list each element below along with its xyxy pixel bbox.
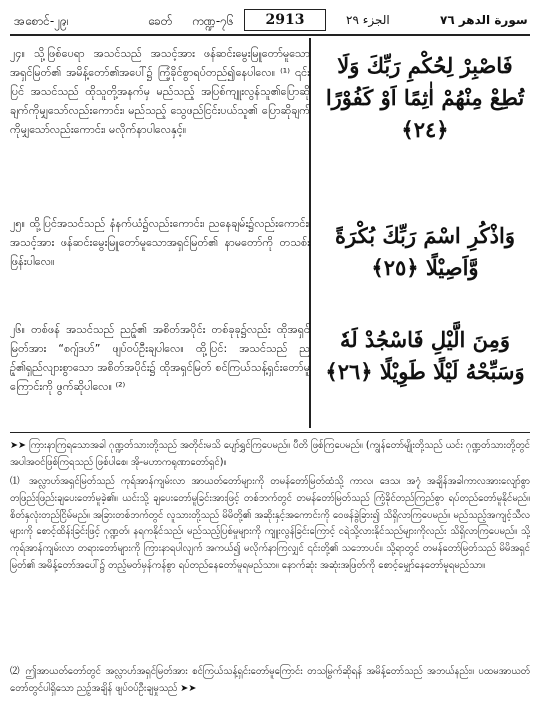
footnote-continuation: ➤➤ ကြားနာကြရသောအခါ ဂုဏ္ဍတ်သားတို့သည် အတိုင်းမသိ ပျော်ရွှင်ကြပေမည်။ ပီတိ ဖြစ်ကြပေမည်။ (ကျွန်တော်မျိုးတို့သည် ယင်း ဂုဏ္ဍတ်သားတို့တွင် အပါအဝင်ဖြစ်ကြရသည် ဖြစ်ပါစေ၊ အို-မဟာကရုဏာတော်ရှင်)။: [10, 440, 530, 468]
verse-arabic: فَاصْبِرْ لِحُكْمِ رَبِّكَ وَلَا تُطِعْ مِنْهُمْ اٰثِمًا اَوْ كَفُوْرًا ﴿٢٤﴾: [325, 53, 525, 142]
footnote-1: ⑴ အလ္လာဟ်အရှင်မြတ်သည် ကုရ်အာန်ကျမ်းလာ အာယတ်တော်များကို တမန်တော်မြတ်ထံသို့ ကာလ၊ ဒေသ၊ အ၇ုံ အချိန်အခါကာလအားလျော်စွာ တဖြည်းဖြည်းချပေးတော်မူခဲ့၏။ ယင်းသို့ ချပေးတော်မူခြင်းအားဖြင့် တစ်ဘက်တွင် တမန်တော်မြတ်သည် ကြံ့ခိုင်တည်ကြည်စွာ ရပ်တည်တော်မူနိုင်မည်။ စိတ်နှလုံးတည်ငြိမ်မည်။ အခြားတစ်ဘက်တွင် လူသားတို့သည် မိမိတို့၏ အဆိုးနှင့်အကောင်းကို ဝေဖန်ခွဲခြား၍ သိရှိလာကြပေမည်။ မည်သည့်အကျင့်သီလများကို စောင့်ထိန်းခြင်းဖြင့် ဂုဏ္ဍတ်၊ နရကနိုင်သည်၊ မည်သည့်ပြစ်မှုများကို ကျူးလွန်ခြင်းကြောင့် ငရဲသို့လားနိုင်သည်များကိုလည်း သိရှိလာကြပေမည်။ သို့ ကုရ်အာန်ကျမ်းလာ တရားတော်များကို ကြားနာရပါလျက် အကယ်၍ မလိုက်နာကြလျှင် ၎င်းတို့၏ သဘောပင်။ သို့ရာတွင် တမန်တော်မြတ်သည် မိမိအရှင်မြတ်၏ အမိန့်တော်အပေါ်၌ တည့်မတ်မှန်ကန်စွာ ရပ်တည်နေတော်မူရမည်သာ။ နောက်ဆုံး အဆုံးအဖြတ်ကို စောင့်မျှော်နေတော်မူရမည်သာ။: [10, 476, 530, 571]
page-header: [10, 8, 530, 36]
verse-row-26: [10, 320, 530, 430]
verse-translation: ၂၆။ တစ်ဖန် အသင်သည် ညဥ့်၏ အစိတ်အပိုင်း တစ်ခုခု၌လည်း ထိုအရှင်မြတ်အား “စဂျ်ဒဟ်” ဖျပ်ဝပ်ဦးချပါလေ။ ထို့ပြင်: အသင်သည် ညဥ့်၏ရှည်လျားစွာသော အစိတ်အပိုင်း၌ ထိုအရှင်မြတ် စင်ကြယ်သန့်ရှင်းတော်မူကြောင်းကို ဖွက်ဆိုပါလေ။ ⁽²⁾: [10, 323, 310, 393]
verse-row-24: [10, 44, 530, 212]
verse-translation: ၂၅။ ထို့ပြင်အသင်သည် နံနက်ယံ၌လည်းကောင်း၊ ညနေချမ်း၌လည်းကောင်း၊ အသင့်အား ဖန်ဆင်းမွေးမြူတော်မူသောအရှင်မြတ်၏ နာမတော်ကို တသစ်းဖြန်းပါလေ။: [10, 217, 310, 268]
era-label: ခေတ်: [148, 14, 173, 28]
verse-arabic: وَاذْكُرِ اسْمَ رَبِّكَ بُكْرَةً وَّاَصِيْلًا ﴿٢٥﴾: [335, 223, 515, 280]
volume-label: အစောင်-၂၉၊: [14, 14, 69, 28]
juz-label: الجزء ٢٩: [346, 13, 390, 27]
verse-translation: ၂၄။ သို့ဖြစ်ပေရာ အသင်သည် အသင့်အား ဖန်ဆင်းမွေးမြူတော်မူသော အရှင်မြတ်၏ အမိန့်တော်၏အပေါ်၌ ကြံ့ခိုင်စွာရပ်တည်၍နေပါလေ။ ⁽¹⁾ ၎င်းပြင် အသင်သည် ထိုသူတို့အနက်မှ မည်သည့် အပြစ်ကျူးလွန်သူ၏ပြောဆိုချက်ကိုမျှသော်လည်းကောင်း၊ မည်သည့် သွေဖည်ငြင်းပယ်သူ၏ ပြောဆိုချက်ကိုမျှသော်လည်းကောင်း၊ မလိုက်နာပါလေနှင့်။: [10, 47, 310, 136]
footnote-2: ⑵ ဤအာယတ်တော်တွင် အလ္လာဟ်အရှင်မြတ်အား စင်ကြယ်သန့်ရှင်းတော်မူကြောင်း တသမြွက်ဆိုရန် အမိန့်တော်သည် အဘယ်နည်း။ ပထမအာယတ်တော်တွင်ပါရှိသော ညဥ့်အချိန် ဖျပ်ဝပ်ဦးချမှုသည် ➤➤: [10, 666, 530, 694]
surah-label: سورة الدهر ٧٦: [440, 13, 528, 27]
verse-arabic: وَمِنَ الَّيْلِ فَاسْجُدْ لَهٗ وَسَبِّحْهُ لَيْلًا طَوِيْلًا ﴿٢٦﴾: [325, 327, 525, 384]
verse-row-25: [10, 214, 530, 304]
section-label: ကဏ္ဍ-၇၆: [192, 14, 234, 28]
page-number: 2913: [244, 9, 326, 31]
footnote-separator: [10, 432, 530, 433]
